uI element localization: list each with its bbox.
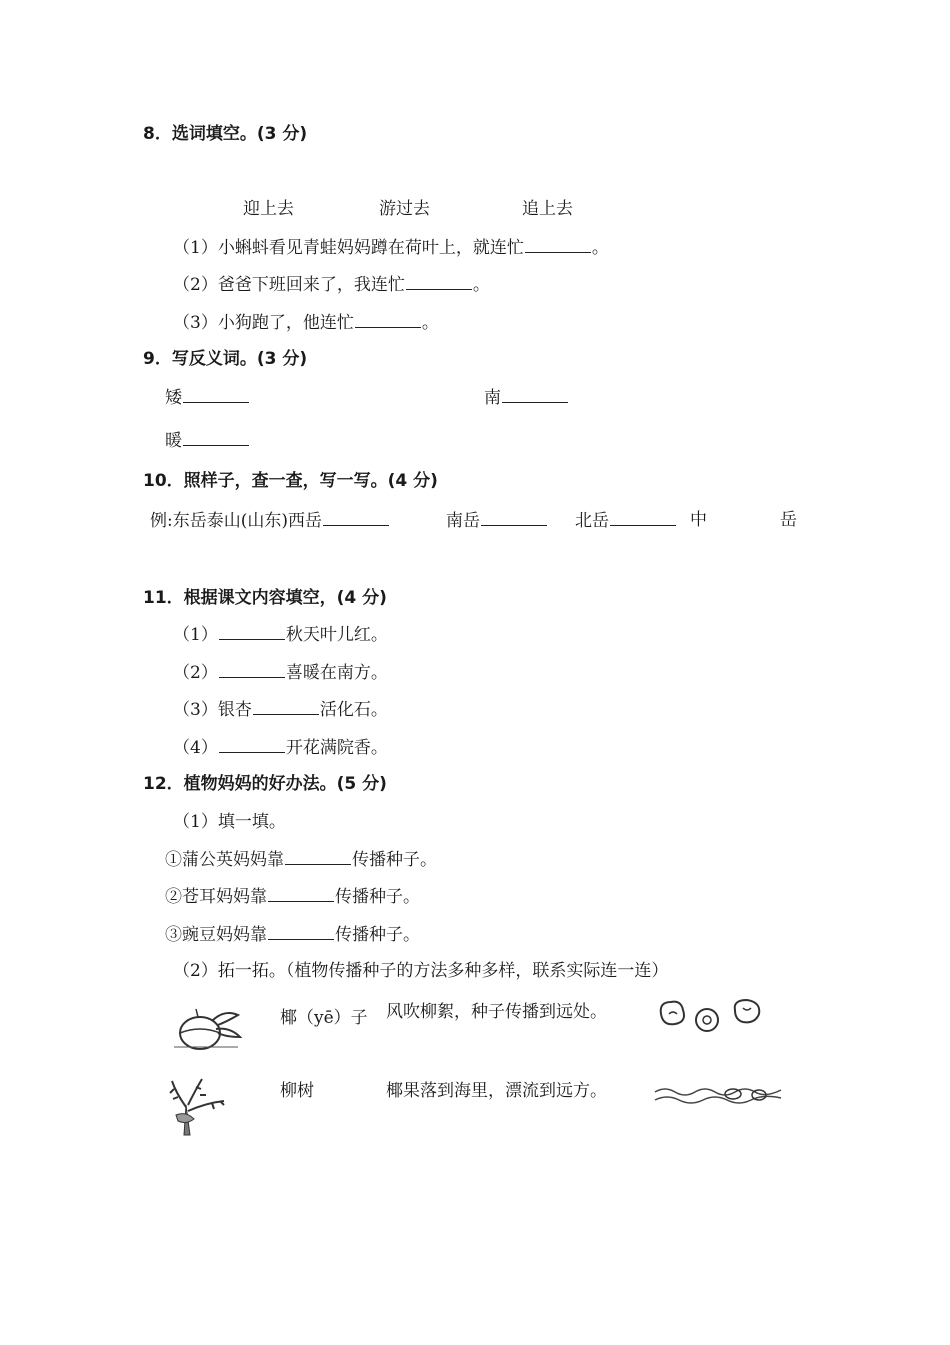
q10-example-text: 例:东岳泰山(山东)西岳 — [150, 511, 322, 531]
q9-word-2-text: 南 — [484, 388, 501, 408]
plant-label-coconut[interactable]: 椰（yē）子 — [280, 1008, 368, 1028]
q12-item-1 — [165, 848, 437, 871]
answer-blank[interactable] — [525, 236, 591, 253]
q11-item-2-post: 喜暖在南方。 — [285, 663, 388, 683]
q8-item-1-text: （1）小蝌蚪看见青蛙妈妈蹲在荷叶上，就连忙 — [173, 238, 524, 258]
q11-item-3-pre: （3）银杏 — [173, 700, 252, 720]
q8-item-3 — [173, 311, 439, 334]
q11-item-3 — [173, 698, 388, 721]
q8-option-3: 追上去 — [522, 199, 573, 219]
q10-middle-a: 中 — [690, 510, 707, 530]
q10-south-text: 南岳 — [446, 511, 480, 531]
q12-item-3-post: 传播种子。 — [335, 925, 420, 945]
q12-item-2-pre: ②苍耳妈妈靠 — [165, 887, 267, 907]
q12-heading: 12．植物妈妈的好办法。(5 分) — [143, 774, 387, 794]
answer-blank[interactable] — [610, 509, 676, 526]
answer-blank[interactable] — [355, 311, 421, 328]
q8-heading: 8．选词填空。(3 分) — [143, 124, 308, 144]
answer-blank[interactable] — [253, 698, 319, 715]
q8-item-3-text: （3）小狗跑了，他连忙 — [173, 313, 354, 333]
q9-word-3 — [165, 429, 250, 452]
q10-south — [446, 509, 548, 532]
q11-heading: 11．根据课文内容填空，(4 分) — [143, 588, 387, 608]
q8-option-1: 迎上去 — [243, 199, 294, 219]
q8-item-2-end: 。 — [472, 275, 490, 295]
method-label-sea[interactable]: 椰果落到海里，漂流到远方。 — [386, 1081, 607, 1101]
sea-waves-picture — [653, 1082, 785, 1108]
q12-item-2 — [165, 885, 420, 908]
q11-item-1 — [173, 623, 388, 646]
q12-part1: （1）填一填。 — [173, 812, 286, 832]
willow-catkin-picture — [655, 996, 765, 1036]
q11-item-2 — [173, 661, 388, 684]
q10-middle-b: 岳 — [780, 510, 797, 530]
q11-item-4-post: 开花满院香。 — [285, 738, 388, 758]
q10-north-text: 北岳 — [575, 511, 609, 531]
q9-word-1 — [165, 386, 250, 409]
q8-item-1 — [173, 236, 609, 259]
q8-item-2-text: （2）爸爸下班回来了，我连忙 — [173, 275, 405, 295]
q10-north — [575, 509, 677, 532]
willow-picture — [166, 1075, 230, 1137]
answer-blank[interactable] — [502, 386, 568, 403]
q10-heading: 10．照样子，查一查，写一写。(4 分) — [143, 471, 438, 491]
q11-item-1-post: 秋天叶儿红。 — [285, 625, 388, 645]
q8-item-3-end: 。 — [421, 313, 439, 333]
q8-item-1-end: 。 — [591, 238, 609, 258]
answer-blank[interactable] — [481, 509, 547, 526]
q11-item-3-post: 活化石。 — [319, 700, 388, 720]
q12-item-3-pre: ③豌豆妈妈靠 — [165, 925, 267, 945]
q8-option-2: 游过去 — [379, 199, 430, 219]
q9-heading: 9．写反义词。(3 分) — [143, 349, 308, 369]
q11-item-4 — [173, 736, 388, 759]
answer-blank[interactable] — [219, 736, 285, 753]
answer-blank[interactable] — [183, 429, 249, 446]
answer-blank[interactable] — [285, 848, 351, 865]
q11-item-2-pre: （2） — [173, 663, 218, 683]
answer-blank[interactable] — [219, 623, 285, 640]
q12-part2: （2）拓一拓。（植物传播种子的方法多种多样，联系实际连一连） — [173, 961, 669, 981]
answer-blank[interactable] — [268, 923, 334, 940]
q12-item-1-pre: ①蒲公英妈妈靠 — [165, 850, 284, 870]
answer-blank[interactable] — [183, 386, 249, 403]
answer-blank[interactable] — [219, 661, 285, 678]
q8-item-2 — [173, 273, 490, 296]
answer-blank[interactable] — [406, 273, 472, 290]
q12-item-1-post: 传播种子。 — [352, 850, 437, 870]
q9-word-3-text: 暖 — [165, 431, 182, 451]
q12-item-3 — [165, 923, 420, 946]
q11-item-4-pre: （4） — [173, 738, 218, 758]
q9-word-2 — [484, 386, 569, 409]
q11-item-1-pre: （1） — [173, 625, 218, 645]
answer-blank[interactable] — [268, 885, 334, 902]
q10-example — [150, 509, 390, 532]
q12-item-2-post: 传播种子。 — [335, 887, 420, 907]
answer-blank[interactable] — [323, 509, 389, 526]
plant-label-willow[interactable]: 柳树 — [280, 1081, 314, 1101]
method-label-wind[interactable]: 风吹柳絮，种子传播到远处。 — [386, 1002, 607, 1022]
coconut-picture — [168, 1003, 244, 1053]
q9-word-1-text: 矮 — [165, 388, 182, 408]
